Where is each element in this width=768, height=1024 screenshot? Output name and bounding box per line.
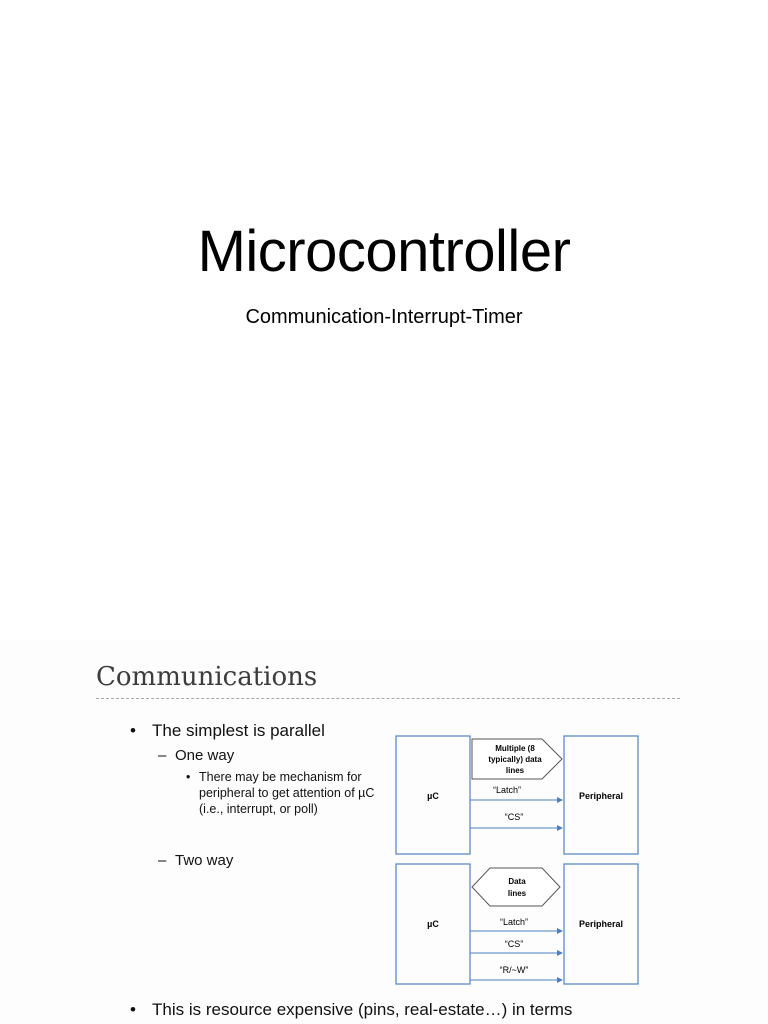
- bullet-dot-icon: •: [130, 721, 136, 740]
- detail-text: There may be mechanism for peripheral to get attention of µC (i.e., interrupt, or poll): [199, 770, 375, 816]
- signal-cs-bottom: “CS”: [504, 939, 524, 949]
- uc-label-top: µC: [427, 791, 439, 801]
- signal-latch-top: “Latch”: [492, 785, 522, 795]
- slide2-title: Communications: [96, 662, 318, 692]
- bus-label-1: Multiple (8: [495, 744, 535, 753]
- slide-title: Microcontroller: [197, 219, 571, 284]
- sub-bullet-one-way: [158, 747, 234, 764]
- signal-rw-bottom: “R/~W”: [499, 965, 529, 975]
- signal-latch-bottom: “Latch”: [499, 917, 529, 927]
- peripheral-label-top: Peripheral: [578, 791, 624, 801]
- bullet-dot-icon: •: [130, 1000, 136, 1019]
- title-divider: [96, 698, 680, 699]
- slide-subtitle: Communication-Interrupt-Timer: [245, 306, 523, 328]
- uc-label-bottom: µC: [427, 919, 439, 929]
- bullet-main: [130, 721, 325, 741]
- sub-sub-bullet-detail: [186, 769, 389, 817]
- sub-two-way-text: Two way: [175, 852, 234, 869]
- bullet-dot-icon: •: [186, 770, 191, 784]
- bullet-bottom-text: This is resource expensive (pins, real-estate…) in terms: [152, 1000, 573, 1019]
- bus-label-data: Data: [508, 877, 526, 886]
- signal-cs-top: “CS”: [504, 812, 524, 822]
- bus-label-3: lines: [505, 766, 525, 775]
- sub-bullet-two-way: [158, 852, 233, 869]
- dash-icon: –: [158, 852, 167, 869]
- peripheral-label-bottom: Peripheral: [578, 919, 624, 929]
- bus-label-lines: lines: [507, 889, 527, 898]
- diagram-two-way: [396, 864, 638, 984]
- diagram-one-way: [396, 736, 638, 854]
- bullet-main-text: The simplest is parallel: [152, 721, 325, 740]
- bidirectional-bus-icon: [472, 868, 560, 906]
- bus-label-2: typically) data: [488, 755, 542, 764]
- parallel-communication-diagram: [390, 730, 650, 1024]
- communications-slide: [0, 640, 768, 1024]
- sub-one-way-text: One way: [175, 747, 235, 764]
- dash-icon: –: [158, 747, 167, 764]
